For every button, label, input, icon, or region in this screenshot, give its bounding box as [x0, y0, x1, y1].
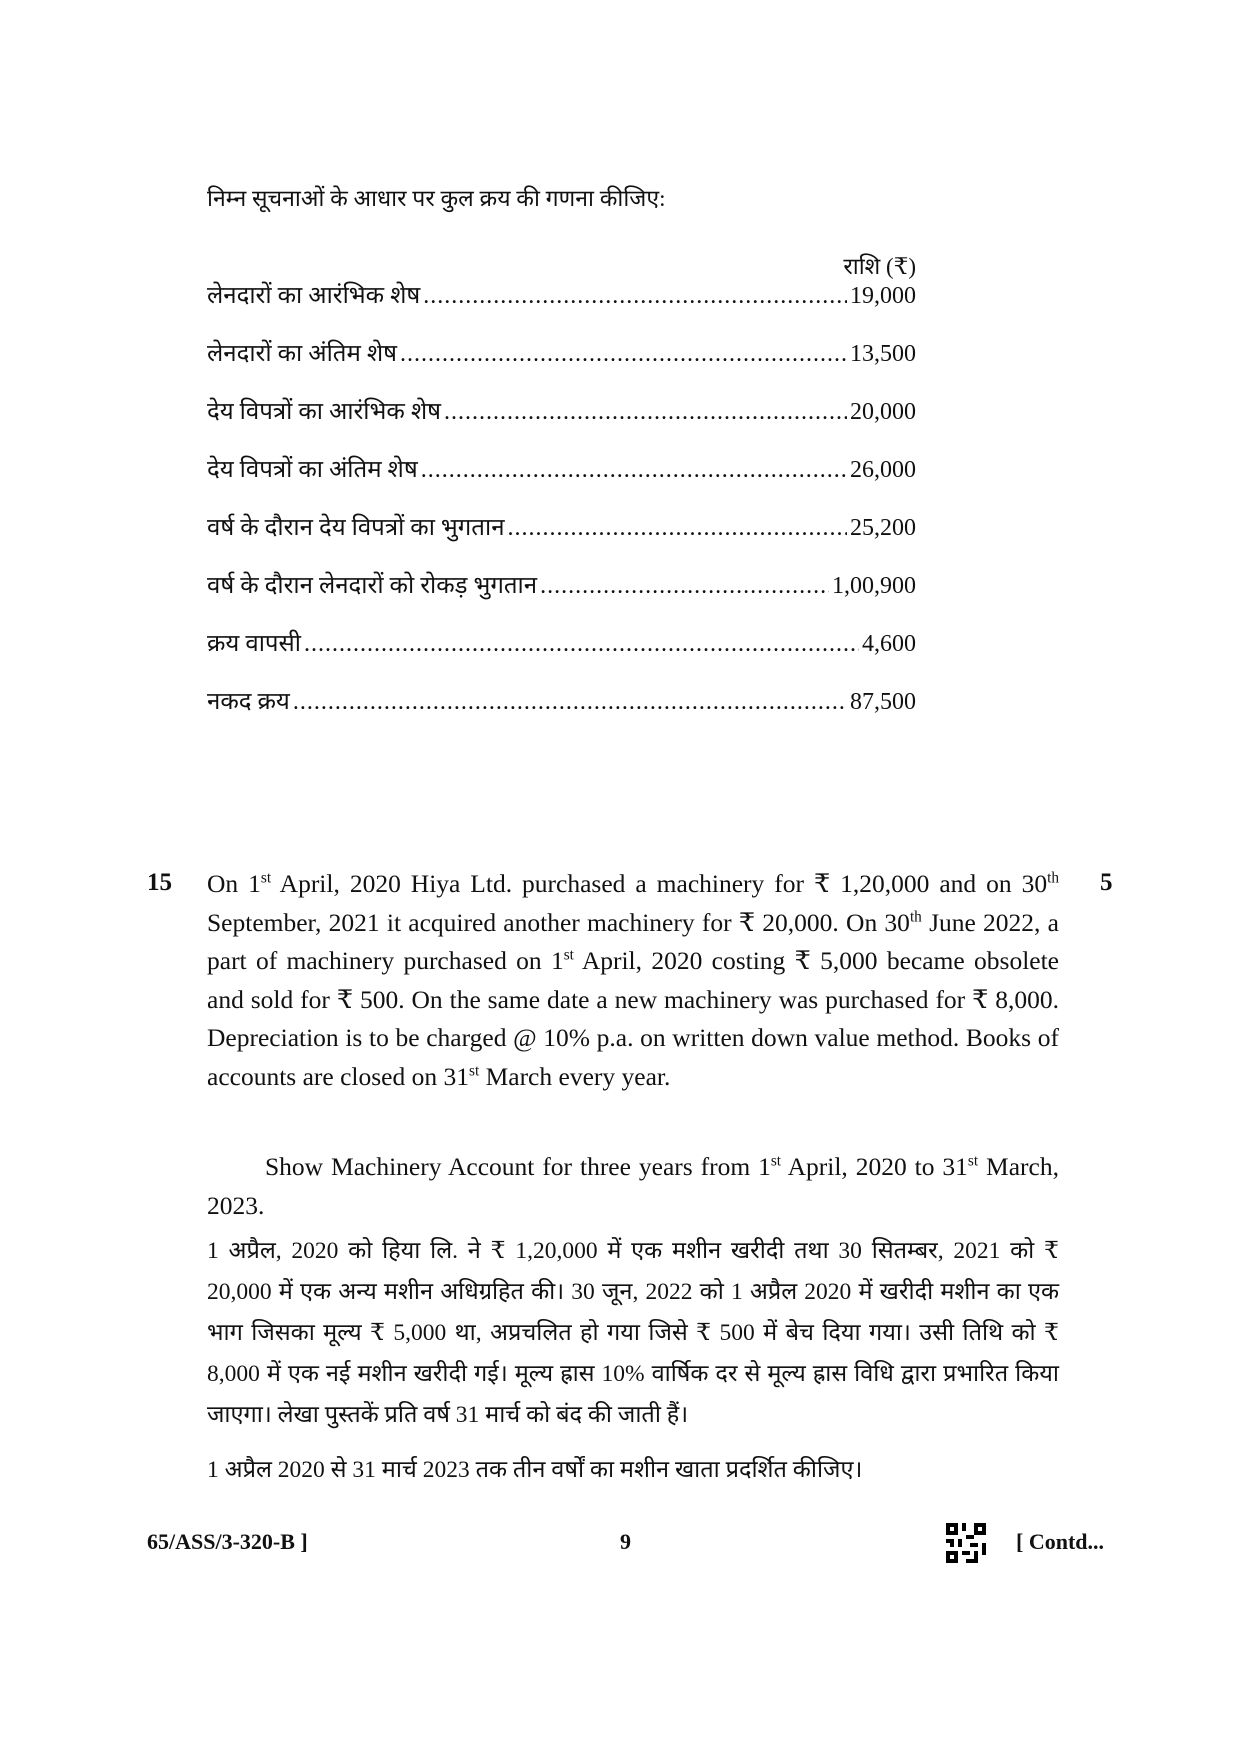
- item-row: [207, 394, 916, 434]
- item-value: 13,500: [850, 341, 916, 367]
- question-instruction-hindi: 1 अप्रैल 2020 से 31 मार्च 2023 तक तीन वर्षों का मशीन खाता प्रदर्शित कीजिए।: [207, 1457, 863, 1483]
- item-value: 25,200: [850, 515, 916, 541]
- amount-header: राशि (₹): [843, 254, 916, 279]
- item-row: [207, 510, 916, 550]
- qr-code-icon: [946, 1523, 986, 1563]
- item-label: नकद क्रय: [207, 689, 290, 715]
- item-value: 4,600: [862, 631, 916, 657]
- item-label: क्रय वापसी: [207, 631, 301, 657]
- item-value: 87,500: [850, 689, 916, 715]
- item-label: देय विपत्रों का आरंभिक शेष: [207, 399, 442, 425]
- question-text-hindi: 1 अप्रैल, 2020 को हिया लि. ने ₹ 1,20,000 में एक मशीन खरीदी तथा 30 सितम्बर, 2021 को ₹ 20,000 में एक अन्य मशीन अधिग्रहित की। 30 जून, 2022 को 1 अप्रैल 2020 में खरीदी मशीन का एक भाग जिसका मूल्य ₹ 5,000 था, अप्रचलित हो गया जिसे ₹ 500 में बेच दिया गया। उसी तिथि को ₹ 8,000 में एक नई मशीन खरीदी गई। मूल्य ह्रास 10% वार्षिक दर से मूल्य ह्रास विधि द्वारा प्रभारित किया जाएगा। लेखा पुस्तकें प्रति वर्ष 31 मार्च को बंद की जाती हैं।: [207, 1238, 1059, 1428]
- item-value: 19,000: [850, 283, 916, 309]
- paper-code: 65/ASS/3-320-B ]: [147, 1529, 308, 1554]
- leader-dots: [423, 283, 847, 310]
- item-row: [207, 626, 916, 666]
- leader-dots: [444, 399, 847, 426]
- question-text-english: On 1st April, 2020 Hiya Ltd. purchased a machinery for ₹ 1,20,000 and on 30th September, 2021 it acquired another machinery for ₹ 20,000. On 30th June 2022, a part of machinery purchased on 1st April, 2020 costing ₹ 5,000 became obsolete and sold for ₹ 500. On the same date a new machinery was purchased for ₹ 8,000. Depreciation is to be charged @ 10% p.a. on written down value method. Books of accounts are closed on 31st March every year.: [207, 869, 1059, 1091]
- question-instruction-english: Show Machinery Account for three years from 1st April, 2020 to 31st March, 2023.: [207, 1152, 1059, 1220]
- leader-dots: [400, 341, 847, 368]
- item-label: लेनदारों का अंतिम शेष: [207, 341, 398, 367]
- question-number: 15: [147, 869, 172, 896]
- item-label: वर्ष के दौरान देय विपत्रों का भुगतान: [207, 515, 505, 541]
- leader-dots: [304, 631, 859, 658]
- item-label: देय विपत्रों का अंतिम शेष: [207, 457, 418, 483]
- leader-dots: [540, 573, 829, 600]
- item-row: [207, 452, 916, 492]
- item-value: 20,000: [850, 399, 916, 425]
- leader-dots: [421, 457, 847, 484]
- page-number: 9: [620, 1529, 631, 1554]
- item-label: लेनदारों का आरंभिक शेष: [207, 283, 421, 309]
- item-row: [207, 568, 916, 608]
- item-row: [207, 336, 916, 376]
- item-label: वर्ष के दौरान लेनदारों को रोकड़ भुगतान: [207, 573, 538, 599]
- question-marks: 5: [1100, 869, 1113, 896]
- item-row: [207, 278, 916, 318]
- item-value: 1,00,900: [832, 573, 916, 599]
- leader-dots: [293, 689, 847, 716]
- leader-dots: [508, 515, 847, 542]
- continued-label: [ Contd...: [1016, 1529, 1105, 1554]
- intro-text: निम्न सूचनाओं के आधार पर कुल क्रय की गणना कीजिए:: [207, 186, 666, 211]
- item-value: 26,000: [850, 457, 916, 483]
- item-row: [207, 684, 916, 724]
